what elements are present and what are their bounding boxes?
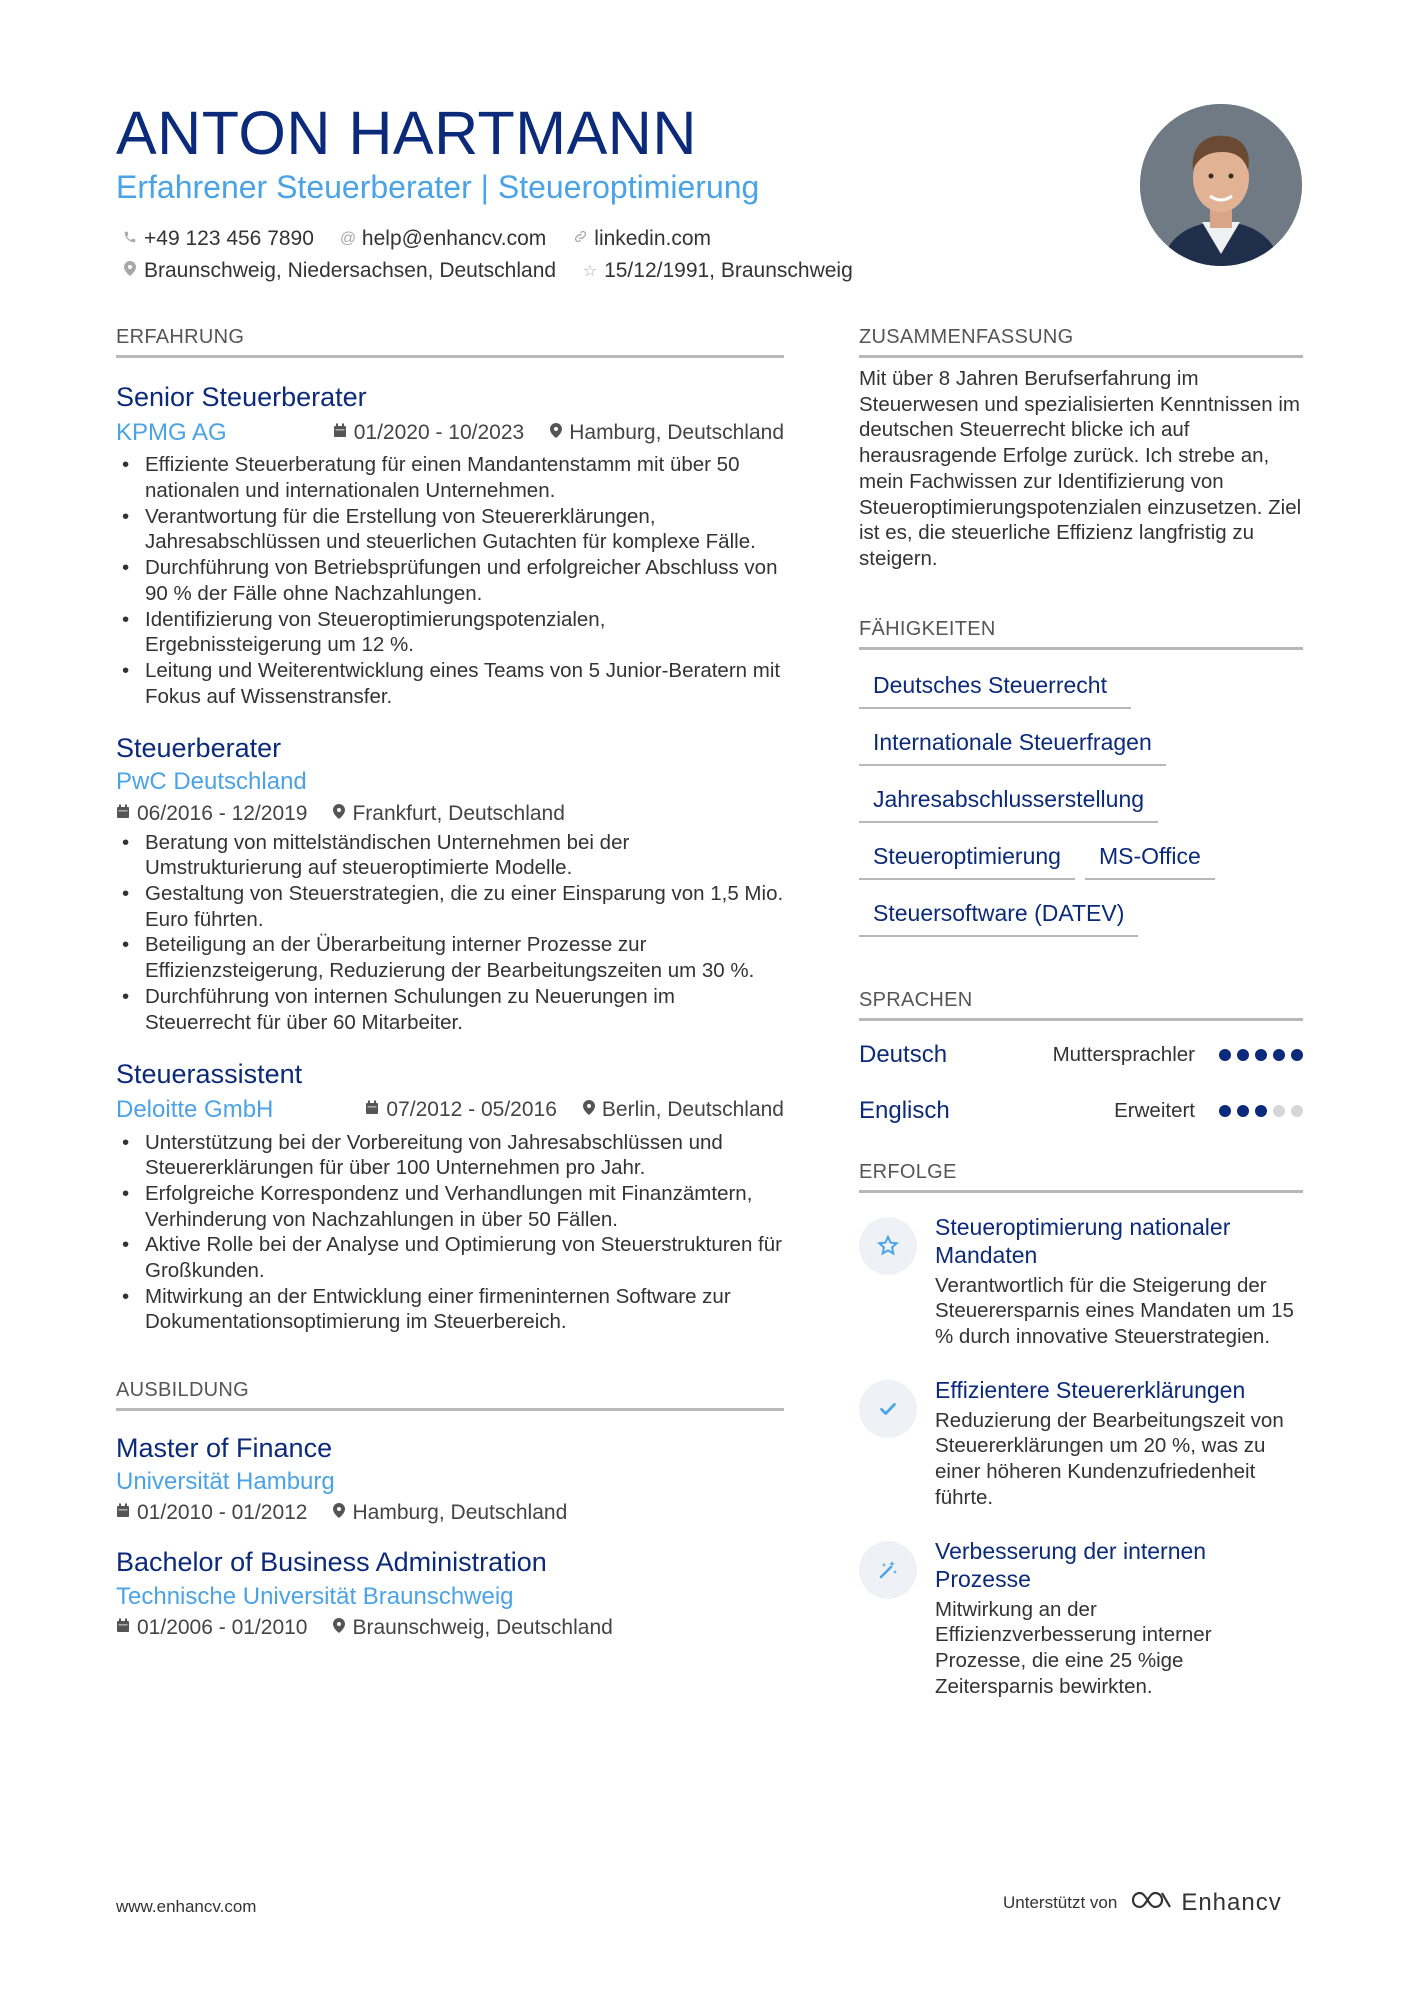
language-item [859,1083,1303,1139]
summary-heading: ZUSAMMENFASSUNG [859,326,1303,358]
job-dates [116,802,307,826]
bullet-item: • Erfolgreiche Korrespondenz und Verhandlungen mit Finanzämtern, Verhinderung von Nachzahlungen in über 50 Fällen. [116,1181,784,1232]
edu-dates [116,1616,307,1640]
edu-dates [116,1501,307,1525]
language-rating [1213,1049,1303,1061]
location-text: Braunschweig, Niedersachsen, Deutschland [144,259,557,282]
check-icon [859,1380,917,1438]
job-location [333,802,564,826]
company-name: KPMG AG [116,419,227,447]
rating-dot-filled [1237,1049,1249,1061]
link-icon [572,229,588,249]
language-rating [1213,1105,1303,1117]
contact-email[interactable] [340,227,546,251]
bullet-item: • Gestaltung von Steuerstrategien, die zu einer Einsparung von 1,5 Mio. Euro führten. [116,881,784,932]
job-title: Steuerassistent [116,1059,303,1090]
experience-item [116,380,784,709]
rating-dot-filled [1255,1105,1267,1117]
dates-text: 01/2010 - 01/2012 [137,1501,308,1525]
skills-heading: FÄHIGKEITEN [859,618,1303,650]
languages-heading: SPRACHEN [859,989,1303,1021]
location-pin-icon [583,1100,595,1120]
star-icon [859,1217,917,1275]
bullet-item: • Beratung von mittelständischen Unternehmen bei der Umstrukturierung auf steueroptimierte Modelle. [116,830,784,881]
achievement-text: Mitwirkung an der Effizienzverbesserung interner Prozesse, die eine 25 %ige Zeitersparnis bewirkten. [935,1597,1212,1698]
powered-text: Unterstützt von [1003,1892,1118,1912]
experience-item [116,1057,784,1335]
phone-icon [122,230,138,249]
magic-wand-icon [859,1541,917,1599]
email-text[interactable]: help@enhancv.com [361,227,547,250]
achievement-item [859,1213,1303,1350]
location-text: Frankfurt, Deutschland [352,801,565,825]
bullet-item: • Aktive Rolle bei der Analyse und Optimierung von Steuerstrukturen für Großkunden. [116,1232,784,1283]
candidate-name: ANTON HARTMANN [116,99,697,167]
bullet-item: • Beteiligung an der Überarbeitung interner Prozesse zur Effizienzsteigerung, Reduzierung der Bearbeitungszeiten um 30 %. [116,932,784,983]
language-level: Erweitert [1114,1098,1195,1122]
degree-title: Bachelor of Business Administration [116,1547,547,1578]
calendar-icon [116,1618,130,1638]
location-text: Berlin, Deutschland [601,1097,784,1121]
location-text: Hamburg, Deutschland [569,420,784,444]
calendar-icon [116,804,130,824]
location-text: Hamburg, Deutschland [352,1501,568,1525]
rating-dot-empty [1273,1105,1285,1117]
job-title: Senior Steuerberater [116,382,367,412]
bullet-item: • Verantwortung für die Erstellung von Steuererklärungen, Jahresabschlüssen und steuerlichen Gutachten für komplexe Fälle. [116,504,784,555]
skill-tag: Steuersoftware (DATEV) [859,892,1138,937]
contact-location [122,259,556,283]
right-column [859,326,1303,1699]
language-item [859,1027,1303,1083]
job-location [583,1098,784,1122]
left-column [116,326,784,1640]
rating-dot-filled [1273,1049,1285,1061]
school-name: Technische Universität Braunschweig [116,1582,514,1610]
enhancv-logo-icon [1129,1888,1173,1917]
job-bullets [116,1130,784,1336]
achievement-item [859,1376,1303,1511]
achievement-text: Reduzierung der Bearbeitungszeit von Steuererklärungen um 20 %, was zu einer höheren Kundenzufriedenheit führte. [935,1408,1284,1509]
rating-dot-filled [1255,1049,1267,1061]
language-level: Muttersprachler [1052,1042,1195,1066]
rating-dot-filled [1219,1105,1231,1117]
degree-title: Master of Finance [116,1433,333,1464]
skill-tag: Jahresabschlusserstellung [859,778,1158,823]
education-item [116,1545,784,1639]
language-name: Englisch [859,1096,950,1124]
achievement-title: Effizientere Steuererklärungen [935,1376,1246,1403]
skill-tag: Steueroptimierung [859,835,1075,880]
language-name: Deutsch [859,1040,948,1068]
rating-dot-filled [1219,1049,1231,1061]
phone-text: +49 123 456 7890 [144,227,314,250]
summary-text: Mit über 8 Jahren Berufserfahrung im Steuerwesen und spezialisierten Kenntnissen im deutschen Steuerrecht blicke ich auf herausragende Erfolge zurück. Ich strebe an, mein Fachwissen zur Identifizierung von Steueroptimierungspotenzialen einzusetzen. Ziel ist es, die steuerliche Effizienz langfristig zu steigern. [859,367,1302,570]
location-pin-icon [122,261,138,281]
location-text: Braunschweig, Deutschland [352,1615,613,1639]
company-name: PwC Deutschland [116,768,307,796]
experience-item [116,731,784,1035]
dates-text: 07/2012 - 05/2016 [386,1097,557,1121]
footer-website[interactable]: www.enhancv.com [116,1897,257,1916]
birth-text: 15/12/1991, Braunschweig [604,259,853,282]
languages-list [859,1027,1303,1139]
rating-dot-empty [1291,1105,1303,1117]
bullet-item: • Identifizierung von Steueroptimierungspotenzialen, Ergebnissteigerung um 12 %. [116,607,784,658]
achievement-text: Verantwortlich für die Steigerung der Steuerersparnis eines Mandaten um 15 % durch innovative Steuerstrategien. [935,1273,1294,1349]
job-location [550,421,784,445]
experience-heading: ERFAHRUNG [116,326,784,358]
job-bullets [116,452,784,709]
achievement-title: Steueroptimierung nationaler Mandaten [935,1213,1231,1268]
profile-photo [1140,104,1302,266]
job-dates [365,1098,556,1122]
contact-linkedin[interactable] [572,227,711,251]
rating-dot-filled [1237,1105,1249,1117]
edu-location [333,1616,612,1640]
achievement-title: Verbesserung der internen Prozesse [935,1537,1207,1592]
skill-tag: Deutsches Steuerrecht [859,664,1131,709]
skill-tag: Internationale Steuerfragen [859,721,1166,766]
contact-info [122,223,879,287]
job-title: Steuerberater [116,733,282,764]
skill-tag: MS-Office [1085,835,1215,880]
calendar-icon [333,423,347,443]
candidate-title: Erfahrener Steuerberater | Steueroptimierung [116,169,760,205]
dates-text: 06/2016 - 12/2019 [137,801,308,825]
bullet-item: • Unterstützung bei der Vorbereitung von Jahresabschlüssen und Steuererklärungen für über 100 Unternehmen pro Jahr. [116,1130,784,1181]
achievements-heading: ERFOLGE [859,1161,1303,1193]
calendar-icon [116,1503,130,1523]
skills-list [859,664,1303,949]
at-icon: @ [339,230,357,247]
job-bullets [116,830,784,1036]
job-dates [333,421,524,445]
linkedin-text[interactable]: linkedin.com [594,227,712,250]
dates-text: 01/2006 - 01/2010 [137,1615,308,1639]
calendar-icon [365,1100,379,1120]
footer-powered-by [1003,1888,1282,1917]
star-outline-icon: ☆ [582,263,598,280]
bullet-item: • Durchführung von Betriebsprüfungen und erfolgreicher Abschluss von 90 % der Fälle ohne Nachzahlungen. [116,555,784,606]
location-pin-icon [550,423,562,443]
achievement-item [859,1537,1303,1700]
dates-text: 01/2020 - 10/2023 [353,420,525,444]
location-pin-icon [333,1503,345,1523]
brand-name: Enhancv [1181,1888,1282,1916]
bullet-item: • Durchführung von internen Schulungen zu Neuerungen im Steuerrecht für über 60 Mitarbeiter. [116,984,784,1035]
education-item [116,1431,784,1525]
bullet-item: • Leitung und Weiterentwicklung eines Teams von 5 Junior-Beratern mit Fokus auf Wissenstransfer. [116,658,784,709]
bullet-item: • Mitwirkung an der Entwicklung einer firmeninternen Software zur Dokumentationsoptimierung im Steuerbereich. [116,1284,784,1335]
location-pin-icon [333,1618,345,1638]
rating-dot-filled [1291,1049,1303,1061]
education-heading: AUSBILDUNG [116,1379,784,1411]
contact-phone [122,227,314,251]
edu-location [333,1501,567,1525]
company-name: Deloitte GmbH [116,1096,274,1124]
school-name: Universität Hamburg [116,1468,335,1496]
contact-birth [582,259,853,283]
bullet-item: • Effiziente Steuerberatung für einen Mandantenstamm mit über 50 nationalen und internationalen Unternehmen. [116,452,784,503]
location-pin-icon [333,804,345,824]
